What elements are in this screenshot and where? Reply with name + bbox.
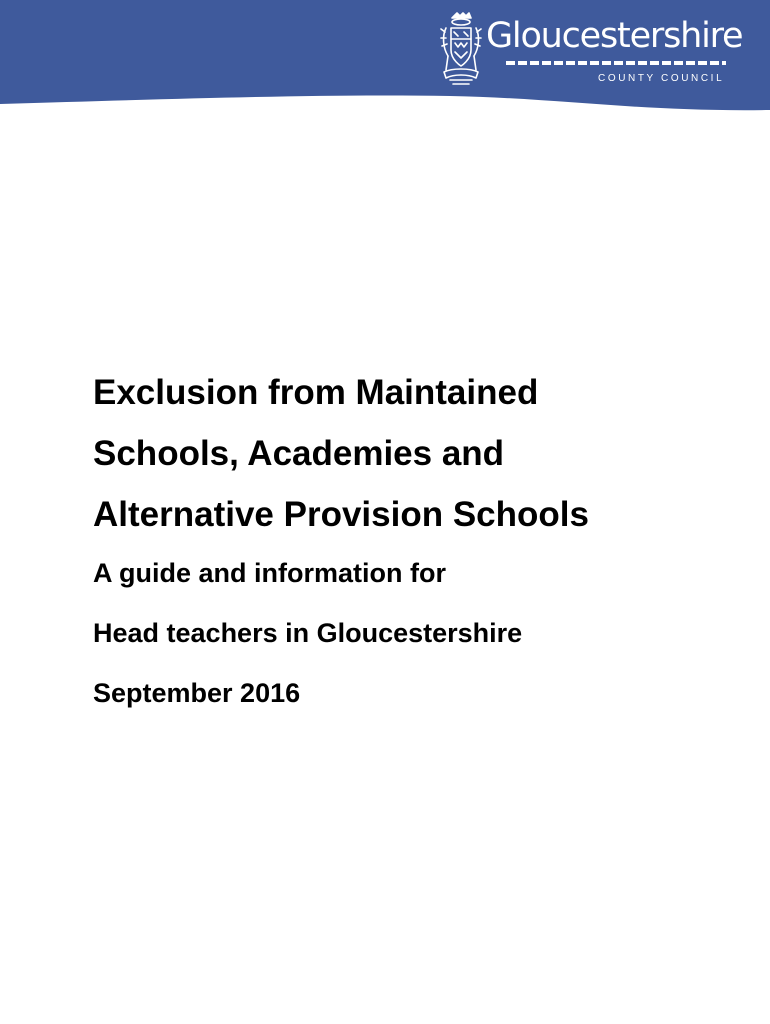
document-title xyxy=(93,362,733,545)
document-title-line: Schools, Academies and xyxy=(93,434,505,473)
publication-date: September 2016 xyxy=(93,678,301,708)
coat-of-arms-icon xyxy=(440,12,482,86)
document-title-line: Alternative Provision Schools xyxy=(93,495,589,534)
brand-divider xyxy=(506,61,726,65)
title-block xyxy=(93,362,733,723)
subtitle-audience-line: Head teachers in Gloucestershire xyxy=(93,618,523,648)
council-logo xyxy=(440,12,743,88)
document-title-line: Exclusion from Maintained xyxy=(93,373,539,412)
subtitle-audience-line: A guide and information for xyxy=(93,558,446,588)
brand-name: Gloucestershire xyxy=(486,16,743,56)
brand-subname: COUNTY COUNCIL xyxy=(598,73,725,84)
document-subtitle xyxy=(93,543,733,723)
